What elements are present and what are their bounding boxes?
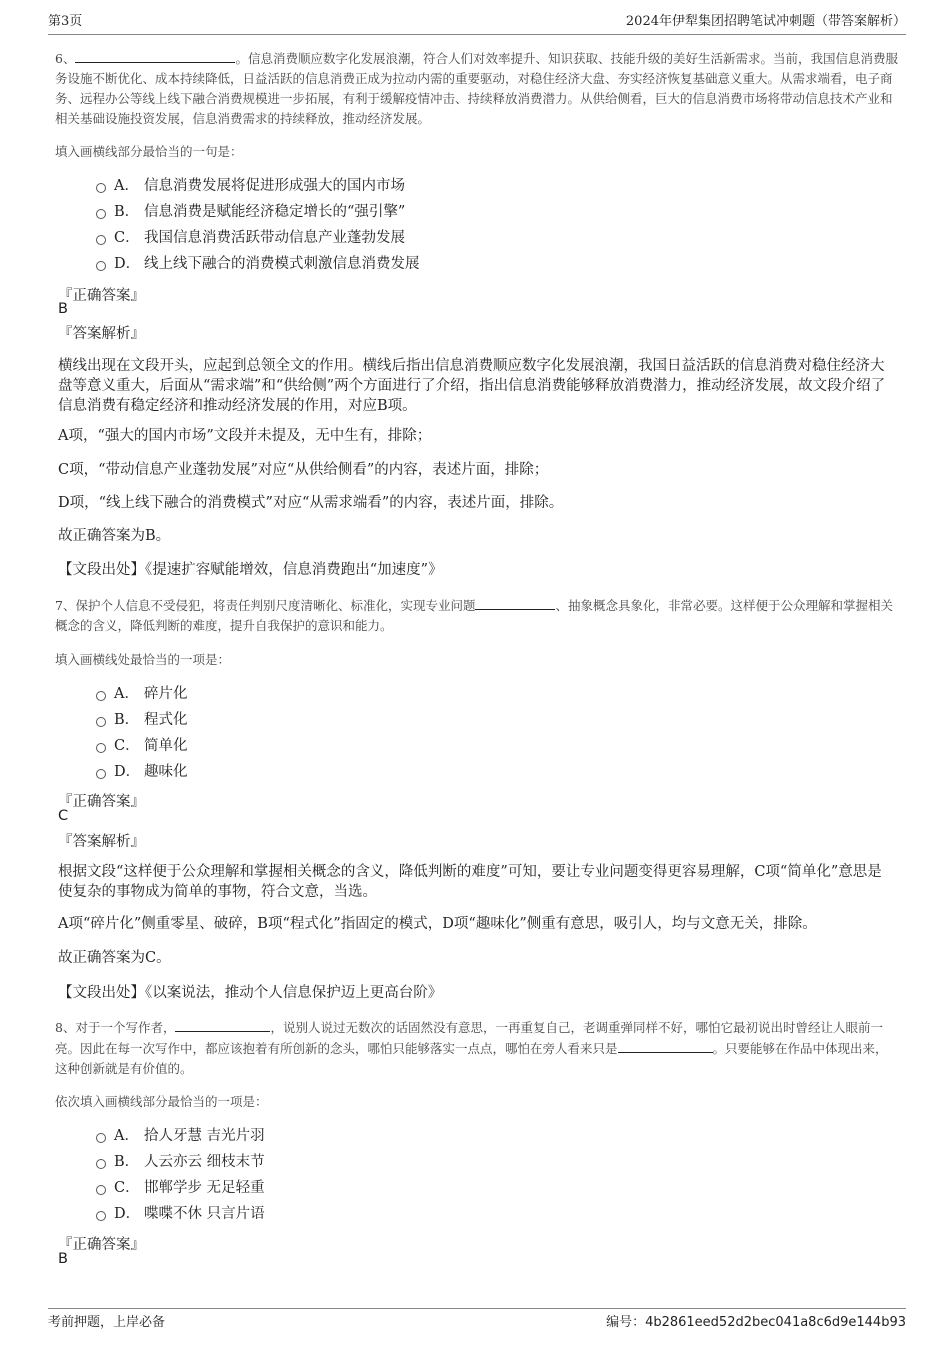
page-footer bbox=[48, 1308, 906, 1333]
question-7-text: 7、保护个人信息不受侵犯，将责任判别尺度清晰化、标准化，实现专业问题 、抽象概念具象化，非常必要。这样便于公众理解和掌握相关概念的含义，降低判断的难度，提升自我保护的意识和能力。 bbox=[55, 595, 898, 636]
option-c[interactable]: C． 简单化 bbox=[96, 735, 188, 757]
document-code: 编号：4b2861eed52d2bec041a8c6d9e144b93 bbox=[606, 1315, 906, 1330]
page-number: 第3页 bbox=[48, 14, 83, 29]
option-a[interactable]: A． 拾人牙慧 吉光片羽 bbox=[96, 1125, 265, 1147]
fill-blank bbox=[175, 1017, 270, 1032]
fill-blank bbox=[75, 48, 235, 63]
answer-label: 『正确答案』 bbox=[58, 288, 145, 304]
analysis-label: 『答案解析』 bbox=[58, 326, 145, 342]
analysis-paragraph: D项，“线上线下融合的消费模式”对应“从需求端看”的内容，表述片面，排除。 bbox=[58, 495, 564, 511]
question-6-prompt: 填入画横线部分最恰当的一句是： bbox=[55, 144, 243, 159]
page-header bbox=[48, 12, 906, 35]
document-title: 2024年伊犁集团招聘笔试冲刺题（带答案解析） bbox=[625, 14, 906, 29]
correct-answer: C bbox=[58, 808, 69, 824]
answer-label: 『正确答案』 bbox=[58, 794, 145, 810]
option-b[interactable]: B． 人云亦云 细枝末节 bbox=[96, 1151, 265, 1173]
question-number: 8、 bbox=[55, 1020, 76, 1035]
radio-icon[interactable] bbox=[96, 691, 106, 701]
analysis-paragraph: A项“碎片化”侧重零星、破碎，B项“程式化”指固定的模式，D项“趣味化”侧重有意思，吸引人，均与文意无关，排除。 bbox=[58, 916, 817, 932]
footer-slogan: 考前押题，上岸必备 bbox=[48, 1315, 166, 1330]
option-a[interactable]: A． 信息消费发展将促进形成强大的国内市场 bbox=[96, 175, 405, 197]
analysis-paragraph: C项，“带动信息产业蓬勃发展”对应“从供给侧看”的内容，表述片面，排除； bbox=[58, 462, 549, 478]
question-6-text: 6、 。信息消费顺应数字化发展浪潮，符合人们对效率提升、知识获取、技能升级的美好生活新需求。当前，我国信息消费服务设施不断优化、成本持续降低，日益活跃的信息消费正成为拉动内需的重要驱动，对稳住经济大盘、夯实经济恢复基础意义重大。从需求端看，电子商务、远程办公等线上线下融合消费规模进一步拓展，有利于缓解疫情冲击、持续释放消费潜力。从供给侧看，巨大的信息消费市场将带动信息技术产业和相关基础设施投资发展，信息消费需求的持续释放，推动经济发展。 bbox=[55, 48, 898, 129]
radio-icon[interactable] bbox=[96, 1133, 106, 1143]
analysis-paragraph: 根据文段“这样便于公众理解和掌握相关概念的含义，降低判断的难度”可知，要让专业问题变得更容易理解，C项“简单化”意思是使复杂的事物成为简单的事物，符合文意，当选。 bbox=[58, 864, 882, 900]
radio-icon[interactable] bbox=[96, 1159, 106, 1169]
text-source: 【文段出处】《提速扩容赋能增效，信息消费跑出“加速度”》 bbox=[58, 562, 443, 578]
correct-answer: B bbox=[58, 1251, 68, 1267]
text-source: 【文段出处】《以案说法，推动个人信息保护迈上更高台阶》 bbox=[58, 985, 443, 1001]
option-b[interactable]: B． 程式化 bbox=[96, 709, 188, 731]
option-c[interactable]: C． 邯郸学步 无足轻重 bbox=[96, 1177, 265, 1199]
analysis-paragraph: 横线出现在文段开头，应起到总领全文的作用。横线后指出信息消费顺应数字化发展浪潮，我国日益活跃的信息消费对稳住经济大盘等意义重大，后面从“需求端”和“供给侧”两个方面进行了介绍，指出信息消费能够释放消费潜力，推动经济发展，故文段介绍了信息消费有稳定经济和推动经济发展的作用，对应B项。 bbox=[58, 358, 886, 414]
option-d[interactable]: D． 喋喋不休 只言片语 bbox=[96, 1203, 265, 1225]
question-number: 7、 bbox=[55, 598, 76, 613]
question-number: 6、 bbox=[55, 51, 76, 66]
fill-blank bbox=[618, 1038, 713, 1053]
option-c[interactable]: C． 我国信息消费活跃带动信息产业蓬勃发展 bbox=[96, 227, 405, 249]
radio-icon[interactable] bbox=[96, 235, 106, 245]
analysis-label: 『答案解析』 bbox=[58, 834, 145, 850]
radio-icon[interactable] bbox=[96, 743, 106, 753]
radio-icon[interactable] bbox=[96, 717, 106, 727]
radio-icon[interactable] bbox=[96, 261, 106, 271]
question-7-prompt: 填入画横线处最恰当的一项是： bbox=[55, 652, 231, 667]
radio-icon[interactable] bbox=[96, 769, 106, 779]
analysis-conclusion: 故正确答案为C。 bbox=[58, 950, 171, 966]
analysis-paragraph: A项，“强大的国内市场”文段并未提及，无中生有，排除； bbox=[58, 428, 432, 444]
option-a[interactable]: A． 碎片化 bbox=[96, 683, 188, 705]
correct-answer: B bbox=[58, 301, 68, 317]
question-8-prompt: 依次填入画横线部分最恰当的一项是： bbox=[55, 1094, 268, 1109]
radio-icon[interactable] bbox=[96, 1211, 106, 1221]
option-d[interactable]: D． 趣味化 bbox=[96, 761, 188, 783]
analysis-conclusion: 故正确答案为B。 bbox=[58, 528, 171, 544]
radio-icon[interactable] bbox=[96, 1185, 106, 1195]
option-b[interactable]: B． 信息消费是赋能经济稳定增长的“强引擎” bbox=[96, 201, 405, 223]
option-d[interactable]: D． 线上线下融合的消费模式刺激信息消费发展 bbox=[96, 253, 420, 275]
question-8-text: 8、对于一个写作者， ，说别人说过无数次的话固然没有意思，一再重复自己，老调重弹同样不好，哪怕它最初说出时曾经让人眼前一亮。因此在每一次写作中，都应该抱着有所创新的念头，哪怕只能够落实一点点，哪怕在旁人看来只是 。只要能够在作品中体现出来，这种创新就是有价值的。 bbox=[55, 1017, 898, 1079]
radio-icon[interactable] bbox=[96, 183, 106, 193]
radio-icon[interactable] bbox=[96, 209, 106, 219]
fill-blank bbox=[475, 595, 555, 610]
answer-label: 『正确答案』 bbox=[58, 1237, 145, 1253]
